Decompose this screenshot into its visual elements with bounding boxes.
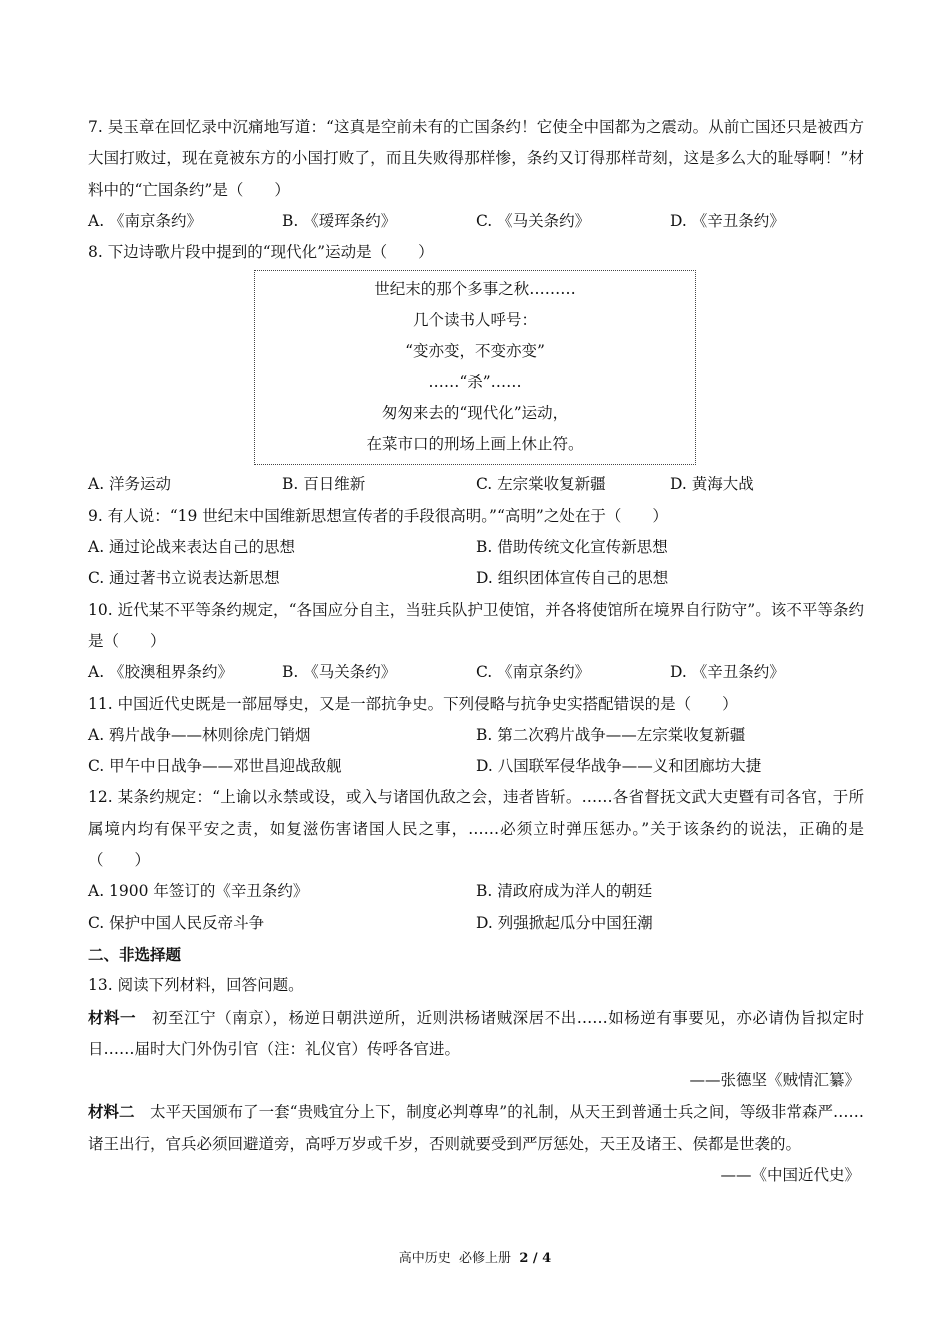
q9-option-a: A. 通过论战来表达自己的思想 [88, 538, 296, 557]
page-footer [0, 1247, 950, 1266]
material-1-label: 材料一 [88, 1007, 137, 1027]
q8-stem: 8. 下边诗歌片段中提到的“现代化”运动是（ ） [88, 243, 434, 262]
material-2-text: 太平天国颁布了一套“贵贱宜分上下，制度必判尊卑”的礼制，从天王到普通士兵之间，等级非常森严……诸王出行，官兵必须回避道旁，高呼万岁或千岁，否则就要受到严厉惩处，天王及诸王、侯都是世袭的。 [88, 1103, 864, 1153]
q13-stem: 13. 阅读下列材料，回答问题。 [88, 976, 304, 995]
material-2 [88, 1096, 864, 1160]
q9-option-b: B. 借助传统文化宣传新思想 [476, 538, 668, 557]
q8-poem-box [254, 270, 696, 465]
q7-option-c: C. 《马关条约》 [476, 211, 591, 230]
q10-option-c: C. 《南京条约》 [476, 663, 591, 682]
q11-option-d: D. 八国联军侵华战争——义和团廊坊大捷 [476, 757, 762, 776]
poem-line: 世纪末的那个多事之秋……… [374, 280, 576, 299]
q7-option-a: A. 《南京条约》 [88, 211, 203, 230]
q12-options-row1 [88, 876, 864, 907]
q11-option-a: A. 鸦片战争——林则徐虎门销烟 [88, 725, 311, 744]
q8-option-d: D. 黄海大战 [670, 475, 754, 494]
q11-option-c: C. 甲午中日战争——邓世昌迎战敌舰 [88, 757, 342, 776]
q7-option-d: D. 《辛丑条约》 [670, 211, 785, 230]
q8-options [88, 469, 864, 500]
q11-options-row2 [88, 751, 864, 782]
q11-options-row1 [88, 720, 864, 751]
poem-line: 几个读书人呼号： [412, 311, 537, 330]
poem-line: 匆匆来去的“现代化”运动， [381, 404, 569, 423]
q10-option-a: A. 《胶澳租界条约》 [88, 663, 234, 682]
material-1-text: 初至江宁（南京），杨逆日朝洪逆所，近则洪杨诸贼深居不出……如杨逆有事要见，亦必请伪旨拟定时日……届时大门外伪引官（注：礼仪官）传呼各官进。 [88, 1008, 864, 1058]
section-heading: 二、非选择题 [88, 944, 182, 964]
poem-line: ……“杀”…… [428, 373, 522, 392]
q12-options-row2 [88, 908, 864, 939]
material-2-source: ——《中国近代史》 [720, 1166, 860, 1185]
material-1-source: ——张德坚《贼情汇纂》 [689, 1071, 860, 1090]
poem-line: “变亦变，不变亦变” [405, 342, 545, 361]
q10-stem: 10. 近代某不平等条约规定，“各国应分自主，当驻兵队护卫使馆，并各将使馆所在境界自行防守”。该不平等条约是（ ） [88, 600, 864, 650]
exam-page [88, 112, 864, 1191]
q9-stem: 9. 有人说：“19 世纪末中国维新思想宣传者的手段很高明。”“高明”之处在于（ ） [88, 506, 668, 525]
q10-options [88, 657, 864, 688]
q12-option-b: B. 清政府成为洋人的朝廷 [476, 882, 653, 901]
q7-options [88, 206, 864, 237]
q8-option-c: C. 左宗棠收复新疆 [476, 475, 606, 494]
q10-option-b: B. 《马关条约》 [282, 663, 397, 682]
q9-options-row1 [88, 532, 864, 563]
q8-option-a: A. 洋务运动 [88, 475, 172, 494]
q11-stem: 11. 中国近代史既是一部屈辱史，又是一部抗争史。下列侵略与抗争史实搭配错误的是（ ） [88, 694, 738, 713]
q12-option-c: C. 保护中国人民反帝斗争 [88, 913, 265, 932]
q12-option-d: D. 列强掀起瓜分中国狂潮 [476, 913, 653, 932]
page-number: 2 / 4 [519, 1251, 552, 1266]
q11-option-b: B. 第二次鸦片战争——左宗棠收复新疆 [476, 725, 746, 744]
q7-stem: 7. 吴玉章在回忆录中沉痛地写道：“这真是空前未有的亡国条约！它使全中国都为之震动。从前亡国还只是被西方大国打败过，现在竟被东方的小国打败了，而且失败得那样惨，条约又订得那样苛刻，这是多么大的耻辱啊！”材料中的“亡国条约”是（ ） [88, 118, 864, 199]
poem-line: 在菜市口的刑场上画上休止符。 [366, 435, 584, 454]
footer-text: 高中历史 必修上册 [398, 1251, 520, 1266]
q9-option-c: C. 通过著书立说表达新思想 [88, 569, 280, 588]
q9-options-row2 [88, 563, 864, 594]
q12-stem: 12. 某条约规定：“上谕以永禁或设，或入与诸国仇敌之会，违者皆斩。……各省督抚文武大吏暨有司各官，于所属境内均有保平安之责，如复滋伤害诸国人民之事，……必须立时弹压惩办。”关于该条约的说法，正确的是（ ） [88, 788, 864, 870]
q8-option-b: B. 百日维新 [282, 475, 366, 494]
q10-option-d: D. 《辛丑条约》 [670, 663, 785, 682]
material-2-label: 材料二 [88, 1102, 135, 1122]
q9-option-d: D. 组织团体宣传自己的思想 [476, 569, 669, 588]
q12-option-a: A. 1900 年签订的《辛丑条约》 [88, 882, 309, 901]
material-1 [88, 1002, 864, 1066]
q7-option-b: B. 《瑷珲条约》 [282, 211, 397, 230]
